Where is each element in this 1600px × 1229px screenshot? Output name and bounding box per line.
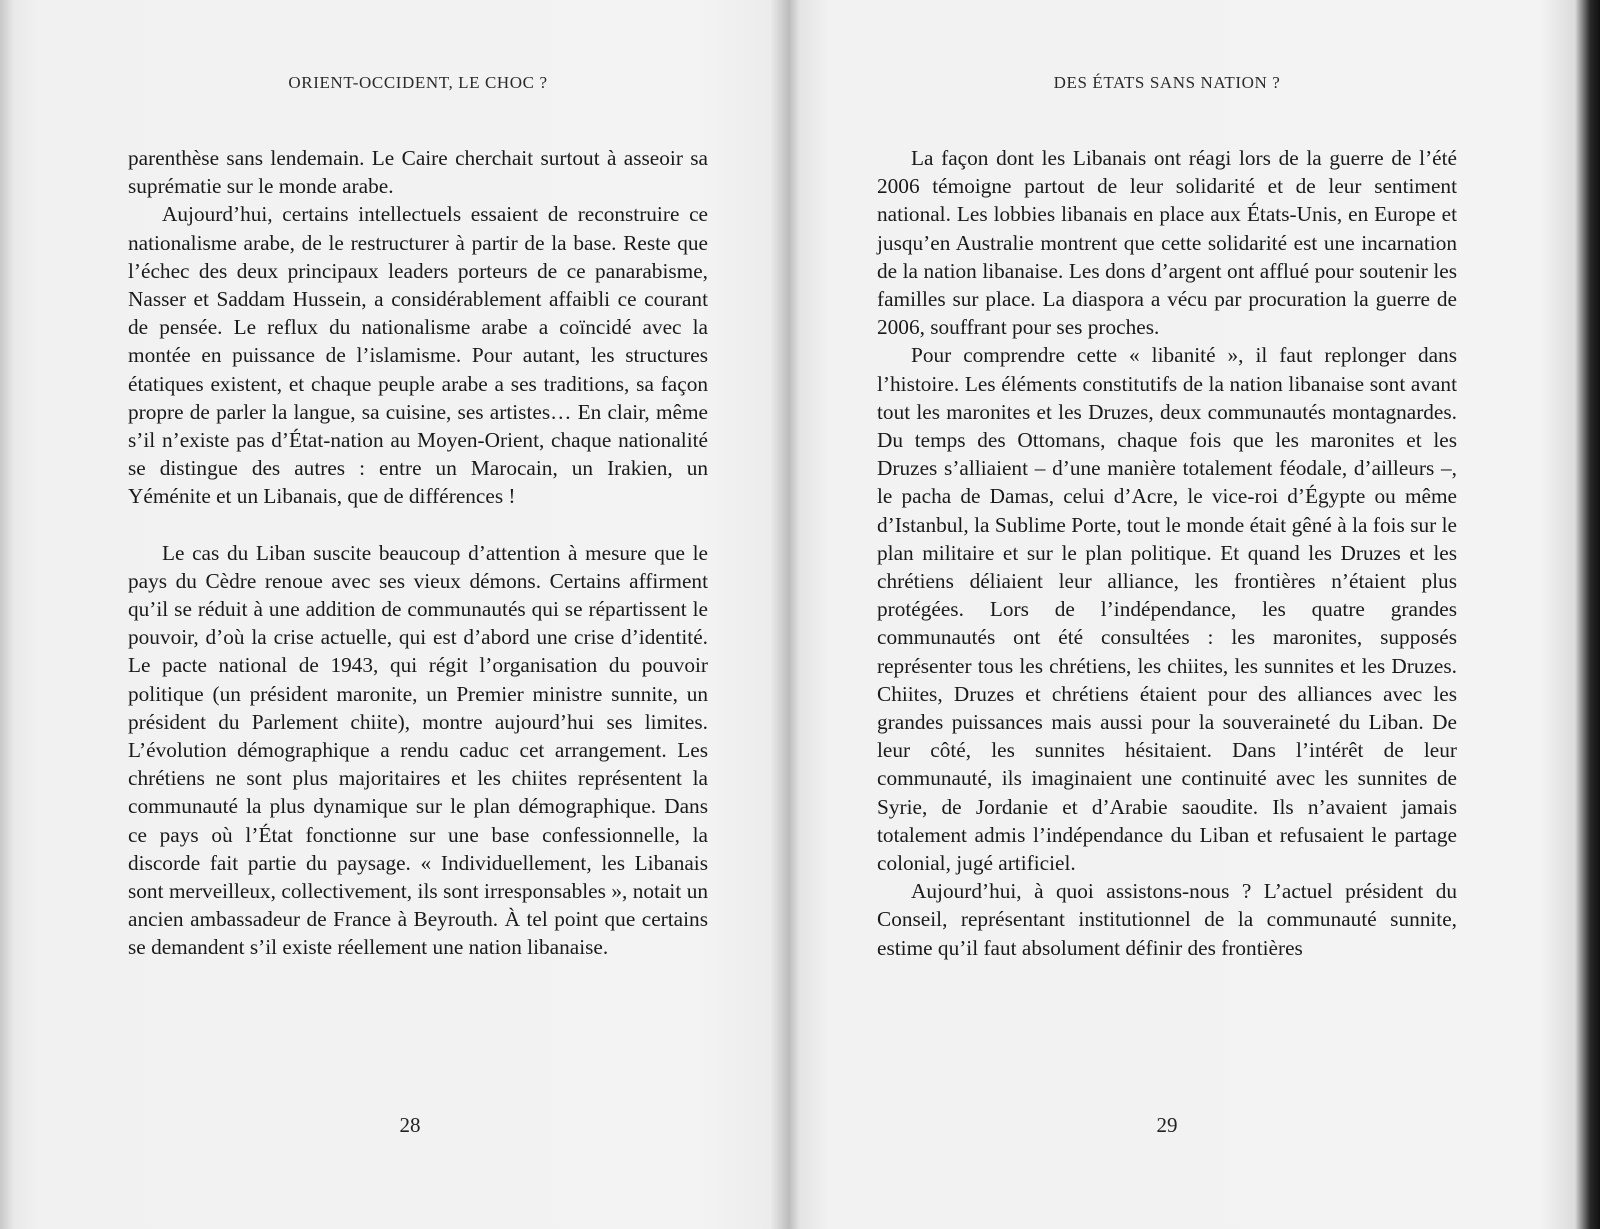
paragraph: Le cas du Liban suscite beaucoup d’attention à mesure que le pays du Cèdre renoue avec ses vieux démons. Certains affirment qu’il se réduit à une addition de communautés qui se répartissent le pouvoir, d’où la crise actuelle, qui est d’abord une crise d’identité. Le pacte national de 1943, qui régit l’organisation du pouvoir politique (un président maronite, un Premier ministre sunnite, un président du Parlement chiite), montre aujourd’hui ses limites. L’évolution démographique a rendu caduc cet arrangement. Les chrétiens ne sont plus majoritaires et les chiites représentent la communauté la plus dynamique sur le plan démographique. Dans ce pays où l’État fonctionne sur une base confessionnelle, la discorde fait partie du paysage. « Individuellement, les Libanais sont merveilleux, collectivement, ils sont irresponsables », notait un ancien ambassadeur de France à Beyrouth. À tel point que certains se demandent s’il existe réellement une nation libanaise. [128, 540, 708, 960]
paragraph: parenthèse sans lendemain. Le Caire cherchait surtout à asseoir sa suprématie sur le monde arabe. [128, 146, 708, 199]
running-head-left: ORIENT-OCCIDENT, LE CHOC ? [288, 73, 548, 92]
page-number-right: 29 [1156, 1113, 1178, 1137]
body-text-left [128, 144, 708, 962]
page-number-left: 28 [399, 1113, 421, 1137]
right-page [877, 0, 1457, 1229]
paragraph: Aujourd’hui, à quoi assistons-nous ? L’actuel président du Conseil, représentant institutionnel de la communauté sunnite, estime qu’il faut absolument définir des frontières [877, 879, 1457, 960]
left-page [128, 0, 708, 1229]
body-text-right [877, 144, 1457, 962]
paragraph: Aujourd’hui, certains intellectuels essaient de reconstruire ce nationalisme arabe, de le restructurer à partir de la base. Reste que l’échec des deux principaux leaders porteurs de ce panarabisme, Nasser et Saddam Hussein, a considérablement affaibli ce courant de pensée. Le reflux du nationalisme arabe a coïncidé avec la montée en puissance de l’islamisme. Pour autant, les structures étatiques existent, et chaque peuple arabe a ses traditions, sa façon propre de parler la langue, sa cuisine, ses artistes… En clair, même s’il n’existe pas d’État-nation au Moyen-Orient, chaque nationalité se distingue des autres : entre un Marocain, un Irakien, un Yéménite et un Libanais, que de différences ! [128, 202, 708, 509]
running-head-right: DES ÉTATS SANS NATION ? [1053, 73, 1281, 92]
paragraph: La façon dont les Libanais ont réagi lors de la guerre de l’été 2006 témoigne partout de leur solidarité et de leur sentiment national. Les lobbies libanais en place aux États-Unis, en Europe et jusqu’en Australie montrent que cette solidarité est une incarnation de la nation libanaise. Les dons d’argent ont afflué pour soutenir les familles sur place. La diaspora a vécu par procuration la guerre de 2006, souffrant pour ses proches. [877, 146, 1457, 340]
paragraph: Pour comprendre cette « libanité », il faut replonger dans l’histoire. Les éléments constitutifs de la nation libanaise sont avant tout les maronites et les Druzes, deux communautés montagnardes. Du temps des Ottomans, chaque fois que les maronites et les Druzes s’alliaient – d’une manière totalement féodale, d’ailleurs –, le pacha de Damas, celui d’Acre, le vice-roi d’Égypte ou même d’Istanbul, la Sublime Porte, tout le monde était gêné à la fois sur le plan militaire et sur le plan politique. Et quand les Druzes et les chrétiens déliaient leur alliance, les frontières n’étaient plus protégées. Lors de l’indépendance, les quatre grandes communautés ont été consultées : les maronites, supposés représenter tous les chrétiens, les chiites, les sunnites et les Druzes. Chiites, Druzes et chrétiens étaient pour des alliances avec les grandes puissances mais aussi pour la souveraineté du Liban. De leur côté, les sunnites hésitaient. Dans l’intérêt de leur communauté, ils imaginaient une continuité avec les sunnites de Syrie, de Jordanie et d’Arabie saoudite. Ils n’avaient jamais totalement admis l’indépendance du Liban et refusaient le partage colonial, jugé artificiel. [877, 343, 1457, 876]
